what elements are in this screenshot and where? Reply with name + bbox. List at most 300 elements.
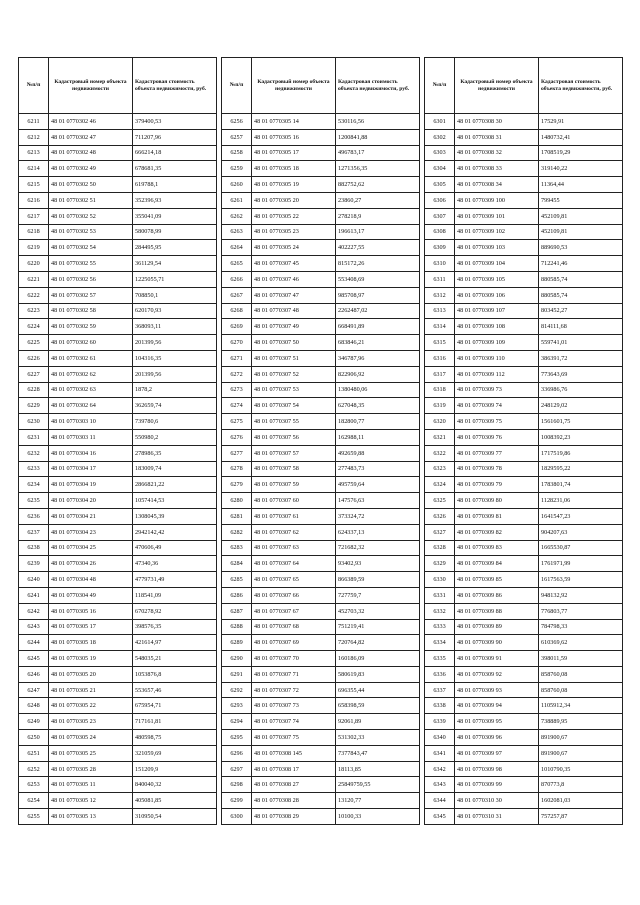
row-number: 6258: [222, 145, 252, 161]
cadastral-number: 48 01 0770309 100: [455, 192, 539, 208]
cadastral-number: 48 01 0770307 61: [252, 508, 336, 524]
cadastral-number: 48 01 0770307 48: [252, 303, 336, 319]
table-row: [19, 777, 217, 793]
row-number: 6332: [425, 603, 455, 619]
cadastral-value: 183009,74: [133, 461, 217, 477]
cadastral-value: 948132,92: [539, 587, 623, 603]
cadastral-number: 48 01 0770307 71: [252, 666, 336, 682]
cadastral-number: 48 01 0770302 59: [49, 319, 133, 335]
row-number: 6222: [19, 287, 49, 303]
cadastral-value: 553408,69: [336, 271, 420, 287]
cadastral-number: 48 01 0770307 72: [252, 682, 336, 698]
cadastral-value: 17529,91: [539, 114, 623, 130]
cadastral-number: 48 01 0770309 99: [455, 777, 539, 793]
table-row: [222, 651, 420, 667]
row-number: 6289: [222, 635, 252, 651]
row-number: 6287: [222, 603, 252, 619]
table-row: [222, 572, 420, 588]
table-row: [222, 414, 420, 430]
table-row: [222, 635, 420, 651]
table-row: [222, 319, 420, 335]
cadastral-number: 48 01 0770305 17: [252, 145, 336, 161]
row-number: 6296: [222, 745, 252, 761]
cadastral-number: 48 01 0770308 31: [455, 129, 539, 145]
row-number: 6310: [425, 256, 455, 272]
row-number: 6290: [222, 651, 252, 667]
row-number: 6318: [425, 382, 455, 398]
cadastral-number: 48 01 0770307 57: [252, 445, 336, 461]
row-number: 6340: [425, 730, 455, 746]
row-number: 6263: [222, 224, 252, 240]
cadastral-value: 196613,17: [336, 224, 420, 240]
cadastral-number: 48 01 0770309 102: [455, 224, 539, 240]
row-number: 6220: [19, 256, 49, 272]
cadastral-value: 738889,95: [539, 714, 623, 730]
row-number: 6327: [425, 524, 455, 540]
cadastral-value: 201399,56: [133, 335, 217, 351]
cadastral-value: 891900,67: [539, 745, 623, 761]
cadastral-number: 48 01 0770305 24: [252, 240, 336, 256]
cadastral-number: 48 01 0770309 78: [455, 461, 539, 477]
row-number: 6232: [19, 445, 49, 461]
cadastral-value: 13120,77: [336, 793, 420, 809]
table-row: [19, 761, 217, 777]
cadastral-value: 610369,62: [539, 635, 623, 651]
header-cadastral-number: Кадастровый номер объекта недвижимости: [252, 58, 336, 114]
cadastral-number: 48 01 0770309 91: [455, 651, 539, 667]
row-number: 6241: [19, 587, 49, 603]
table-row: [19, 271, 217, 287]
cadastral-value: 319140,22: [539, 161, 623, 177]
cadastral-value: 776803,77: [539, 603, 623, 619]
table-row: [425, 208, 623, 224]
table-row: [222, 256, 420, 272]
cadastral-number: 48 01 0770308 32: [455, 145, 539, 161]
table-row: [222, 398, 420, 414]
row-number: 6292: [222, 682, 252, 698]
row-number: 6234: [19, 477, 49, 493]
cadastral-number: 48 01 0770309 106: [455, 287, 539, 303]
table-row: [222, 477, 420, 493]
cadastral-number: 48 01 0770305 13: [49, 809, 133, 825]
cadastral-value: 799455: [539, 192, 623, 208]
cadastral-number: 48 01 0770309 84: [455, 556, 539, 572]
table-row: [19, 540, 217, 556]
row-number: 6314: [425, 319, 455, 335]
cadastral-number: 48 01 0770304 49: [49, 587, 133, 603]
cadastral-number: 48 01 0770304 21: [49, 508, 133, 524]
cadastral-number: 48 01 0770305 12: [49, 793, 133, 809]
cadastral-value: 711207,96: [133, 129, 217, 145]
table-row: [222, 208, 420, 224]
table-row: [425, 335, 623, 351]
cadastral-number: 48 01 0770305 19: [49, 651, 133, 667]
row-number: 6329: [425, 556, 455, 572]
row-number: 6301: [425, 114, 455, 130]
cadastral-number: 48 01 0770309 103: [455, 240, 539, 256]
cadastral-value: 118541,09: [133, 587, 217, 603]
cadastral-value: 530116,56: [336, 114, 420, 130]
cadastral-value: 160186,09: [336, 651, 420, 667]
cadastral-number: 48 01 0770309 90: [455, 635, 539, 651]
row-number: 6338: [425, 698, 455, 714]
cadastral-number: 48 01 0770305 19: [252, 177, 336, 193]
cadastral-value: 720764,82: [336, 635, 420, 651]
row-number: 6307: [425, 208, 455, 224]
row-number: 6288: [222, 619, 252, 635]
cadastral-number: 48 01 0770302 61: [49, 350, 133, 366]
table-row: [222, 730, 420, 746]
row-number: 6245: [19, 651, 49, 667]
cadastral-number: 48 01 0770309 80: [455, 493, 539, 509]
cadastral-value: 891900,67: [539, 730, 623, 746]
table-row: [19, 114, 217, 130]
cadastral-value: 2866821,22: [133, 477, 217, 493]
cadastral-value: 147576,63: [336, 493, 420, 509]
row-number: 6239: [19, 556, 49, 572]
row-number: 6257: [222, 129, 252, 145]
cadastral-number: 48 01 0770307 65: [252, 572, 336, 588]
cadastral-value: 739780,6: [133, 414, 217, 430]
cadastral-number: 48 01 0770304 16: [49, 445, 133, 461]
cadastral-number: 48 01 0770309 86: [455, 587, 539, 603]
cadastral-number: 48 01 0770309 94: [455, 698, 539, 714]
cadastral-number: 48 01 0770305 16: [252, 129, 336, 145]
cadastral-number: 48 01 0770307 52: [252, 366, 336, 382]
row-number: 6240: [19, 572, 49, 588]
table-row: [222, 761, 420, 777]
cadastral-value: 361129,54: [133, 256, 217, 272]
table-row: [222, 603, 420, 619]
header-cadastral-value: Кадастровая стоимость объекта недвижимости, руб.: [133, 58, 217, 114]
cadastral-number: 48 01 0770307 60: [252, 493, 336, 509]
row-number: 6331: [425, 587, 455, 603]
row-number: 6242: [19, 603, 49, 619]
row-number: 6308: [425, 224, 455, 240]
cadastral-number: 48 01 0770307 54: [252, 398, 336, 414]
row-number: 6280: [222, 493, 252, 509]
cadastral-number: 48 01 0770302 48: [49, 145, 133, 161]
table-row: [222, 145, 420, 161]
table-row: [19, 256, 217, 272]
cadastral-number: 48 01 0770307 66: [252, 587, 336, 603]
cadastral-value: 858760,08: [539, 666, 623, 682]
table-row: [222, 350, 420, 366]
row-number: 6227: [19, 366, 49, 382]
table-row: [425, 398, 623, 414]
table-row: [425, 161, 623, 177]
table-row: [425, 556, 623, 572]
cadastral-number: 48 01 0770309 89: [455, 619, 539, 635]
header-cadastral-value: Кадастровая стоимость объекта недвижимости, руб.: [336, 58, 420, 114]
row-number: 6233: [19, 461, 49, 477]
table-row: [19, 508, 217, 524]
cadastral-value: 1010790,35: [539, 761, 623, 777]
table-column-3: [424, 57, 622, 825]
row-number: 6252: [19, 761, 49, 777]
table-row: [425, 587, 623, 603]
cadastral-number: 48 01 0770309 81: [455, 508, 539, 524]
row-number: 6319: [425, 398, 455, 414]
cadastral-number: 48 01 0770307 49: [252, 319, 336, 335]
table-row: [19, 303, 217, 319]
cadastral-value: 7377843,47: [336, 745, 420, 761]
table-row: [19, 651, 217, 667]
cadastral-number: 48 01 0770305 20: [252, 192, 336, 208]
cadastral-number: 48 01 0770308 28: [252, 793, 336, 809]
cadastral-value: 1717519,86: [539, 445, 623, 461]
row-number: 6282: [222, 524, 252, 540]
header-cadastral-number: Кадастровый номер объекта недвижимости: [455, 58, 539, 114]
cadastral-value: 352396,93: [133, 192, 217, 208]
cadastral-number: 48 01 0770302 58: [49, 303, 133, 319]
cadastral-value: 717161,81: [133, 714, 217, 730]
cadastral-number: 48 01 0770310 31: [455, 809, 539, 825]
cadastral-value: 480598,75: [133, 730, 217, 746]
cadastral-number: 48 01 0770302 46: [49, 114, 133, 130]
table-row: [425, 129, 623, 145]
row-number: 6231: [19, 429, 49, 445]
row-number: 6345: [425, 809, 455, 825]
table-row: [19, 461, 217, 477]
cadastral-value: 1105912,34: [539, 698, 623, 714]
table-row: [425, 540, 623, 556]
cadastral-number: 48 01 0770309 74: [455, 398, 539, 414]
cadastral-value: 321059,69: [133, 745, 217, 761]
cadastral-table-2: [221, 57, 420, 825]
cadastral-number: 48 01 0770307 55: [252, 414, 336, 430]
table-row: [222, 303, 420, 319]
cadastral-number: 48 01 0770309 75: [455, 414, 539, 430]
cadastral-value: 23860,27: [336, 192, 420, 208]
cadastral-value: 4779731,49: [133, 572, 217, 588]
cadastral-number: 48 01 0770302 49: [49, 161, 133, 177]
row-number: 6267: [222, 287, 252, 303]
cadastral-value: 559741,01: [539, 335, 623, 351]
row-number: 6309: [425, 240, 455, 256]
row-number: 6254: [19, 793, 49, 809]
cadastral-value: 658398,59: [336, 698, 420, 714]
row-number: 6226: [19, 350, 49, 366]
table-row: [19, 809, 217, 825]
cadastral-number: 48 01 0770305 28: [49, 761, 133, 777]
row-number: 6211: [19, 114, 49, 130]
cadastral-number: 48 01 0770309 76: [455, 429, 539, 445]
row-number: 6265: [222, 256, 252, 272]
row-number: 6250: [19, 730, 49, 746]
cadastral-value: 1308045,39: [133, 508, 217, 524]
table-row: [425, 682, 623, 698]
cadastral-value: 858760,08: [539, 682, 623, 698]
row-number: 6283: [222, 540, 252, 556]
table-row: [425, 619, 623, 635]
row-number: 6326: [425, 508, 455, 524]
cadastral-value: 1561601,75: [539, 414, 623, 430]
cadastral-number: 48 01 0770308 34: [455, 177, 539, 193]
row-number: 6244: [19, 635, 49, 651]
table-row: [425, 319, 623, 335]
row-number: 6305: [425, 177, 455, 193]
cadastral-number: 48 01 0770302 47: [49, 129, 133, 145]
row-number: 6312: [425, 287, 455, 303]
row-number: 6339: [425, 714, 455, 730]
cadastral-number: 48 01 0770309 83: [455, 540, 539, 556]
cadastral-number: 48 01 0770307 75: [252, 730, 336, 746]
row-number: 6260: [222, 177, 252, 193]
row-number: 6324: [425, 477, 455, 493]
cadastral-value: 624337,13: [336, 524, 420, 540]
cadastral-value: 336986,76: [539, 382, 623, 398]
row-number: 6304: [425, 161, 455, 177]
row-number: 6330: [425, 572, 455, 588]
cadastral-value: 773643,69: [539, 366, 623, 382]
cadastral-number: 48 01 0770307 69: [252, 635, 336, 651]
cadastral-value: 104316,35: [133, 350, 217, 366]
cadastral-value: 1708519,29: [539, 145, 623, 161]
cadastral-number: 48 01 0770309 95: [455, 714, 539, 730]
row-number: 6325: [425, 493, 455, 509]
row-number: 6248: [19, 698, 49, 714]
table-row: [19, 161, 217, 177]
cadastral-value: 368093,11: [133, 319, 217, 335]
table-row: [19, 208, 217, 224]
table-row: [19, 192, 217, 208]
cadastral-value: 675954,71: [133, 698, 217, 714]
cadastral-value: 1783801,74: [539, 477, 623, 493]
header-number: №п/п: [19, 58, 49, 114]
cadastral-number: 48 01 0770309 109: [455, 335, 539, 351]
cadastral-table-3: [424, 57, 623, 825]
cadastral-number: 48 01 0770302 64: [49, 398, 133, 414]
table-row: [222, 177, 420, 193]
table-row: [425, 809, 623, 825]
table-row: [19, 145, 217, 161]
table-row: [19, 793, 217, 809]
cadastral-value: 398576,35: [133, 619, 217, 635]
cadastral-value: 1641547,23: [539, 508, 623, 524]
cadastral-value: 1053876,8: [133, 666, 217, 682]
cadastral-value: 670278,92: [133, 603, 217, 619]
cadastral-number: 48 01 0770307 62: [252, 524, 336, 540]
cadastral-value: 822906,92: [336, 366, 420, 382]
row-number: 6225: [19, 335, 49, 351]
cadastral-number: 48 01 0770309 88: [455, 603, 539, 619]
cadastral-number: 48 01 0770302 56: [49, 271, 133, 287]
cadastral-number: 48 01 0770309 104: [455, 256, 539, 272]
cadastral-number: 48 01 0770309 77: [455, 445, 539, 461]
table-row: [222, 493, 420, 509]
table-row: [19, 635, 217, 651]
cadastral-number: 48 01 0770309 98: [455, 761, 539, 777]
table-row: [19, 445, 217, 461]
cadastral-value: 1128231,06: [539, 493, 623, 509]
cadastral-number: 48 01 0770307 56: [252, 429, 336, 445]
cadastral-value: 355041,09: [133, 208, 217, 224]
table-row: [19, 287, 217, 303]
cadastral-value: 904207,63: [539, 524, 623, 540]
row-number: 6251: [19, 745, 49, 761]
table-row: [425, 145, 623, 161]
header-number: №п/п: [222, 58, 252, 114]
cadastral-number: 48 01 0770305 18: [49, 635, 133, 651]
cadastral-number: 48 01 0770304 17: [49, 461, 133, 477]
cadastral-value: 880585,74: [539, 287, 623, 303]
table-row: [222, 777, 420, 793]
row-number: 6300: [222, 809, 252, 825]
cadastral-value: 668491,89: [336, 319, 420, 335]
cadastral-value: 712241,46: [539, 256, 623, 272]
cadastral-value: 619788,1: [133, 177, 217, 193]
cadastral-value: 362659,74: [133, 398, 217, 414]
table-row: [19, 682, 217, 698]
table-row: [19, 129, 217, 145]
row-number: 6295: [222, 730, 252, 746]
cadastral-number: 48 01 0770307 68: [252, 619, 336, 635]
cadastral-value: 284495,95: [133, 240, 217, 256]
cadastral-number: 48 01 0770304 19: [49, 477, 133, 493]
cadastral-number: 48 01 0770305 18: [252, 161, 336, 177]
row-number: 6246: [19, 666, 49, 682]
cadastral-value: 248129,02: [539, 398, 623, 414]
table-row: [222, 809, 420, 825]
cadastral-number: 48 01 0770308 145: [252, 745, 336, 761]
table-row: [19, 714, 217, 730]
row-number: 6274: [222, 398, 252, 414]
cadastral-value: 1200841,88: [336, 129, 420, 145]
row-number: 6342: [425, 761, 455, 777]
row-number: 6293: [222, 698, 252, 714]
cadastral-number: 48 01 0770307 70: [252, 651, 336, 667]
cadastral-value: 1665530,87: [539, 540, 623, 556]
cadastral-number: 48 01 0770309 97: [455, 745, 539, 761]
cadastral-number: 48 01 0770305 11: [49, 777, 133, 793]
cadastral-number: 48 01 0770307 46: [252, 271, 336, 287]
cadastral-number: 48 01 0770305 25: [49, 745, 133, 761]
cadastral-value: 553657,46: [133, 682, 217, 698]
table-row: [19, 666, 217, 682]
row-number: 6322: [425, 445, 455, 461]
table-row: [19, 177, 217, 193]
cadastral-value: 815172,26: [336, 256, 420, 272]
cadastral-number: 48 01 0770309 112: [455, 366, 539, 382]
cadastral-number: 48 01 0770302 52: [49, 208, 133, 224]
cadastral-number: 48 01 0770302 60: [49, 335, 133, 351]
cadastral-number: 48 01 0770309 85: [455, 572, 539, 588]
cadastral-number: 48 01 0770304 25: [49, 540, 133, 556]
table-row: [19, 698, 217, 714]
cadastral-number: 48 01 0770304 26: [49, 556, 133, 572]
cadastral-value: 666214,18: [133, 145, 217, 161]
cadastral-value: 379400,53: [133, 114, 217, 130]
cadastral-value: 2262487,02: [336, 303, 420, 319]
table-row: [425, 382, 623, 398]
cadastral-value: 470606,49: [133, 540, 217, 556]
table-row: [425, 745, 623, 761]
table-row: [222, 745, 420, 761]
cadastral-value: 1602081,03: [539, 793, 623, 809]
row-number: 6266: [222, 271, 252, 287]
row-number: 6328: [425, 540, 455, 556]
cadastral-value: 751219,41: [336, 619, 420, 635]
row-number: 6212: [19, 129, 49, 145]
cadastral-number: 48 01 0770305 23: [49, 714, 133, 730]
row-number: 6317: [425, 366, 455, 382]
cadastral-value: 580078,99: [133, 224, 217, 240]
table-row: [425, 730, 623, 746]
row-number: 6238: [19, 540, 49, 556]
table-row: [425, 651, 623, 667]
row-number: 6270: [222, 335, 252, 351]
